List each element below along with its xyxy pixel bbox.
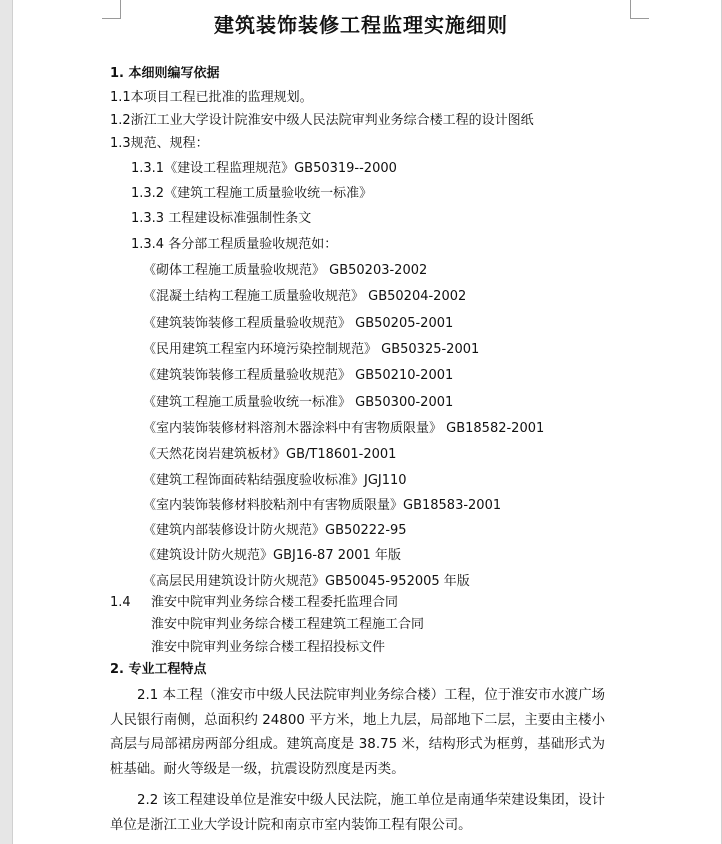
clause-1-3-4: 1.3.4 各分部工程质量验收规范如： — [131, 237, 338, 252]
clause-1-1: 1.1本项目工程已批准的监理规划。 — [110, 90, 313, 105]
section-heading: 1. 本细则编写依据 — [110, 66, 220, 81]
standard-item: 《室内装饰装修材料溶剂木器涂料中有害物质限量》 GB18582-2001 — [143, 421, 545, 436]
standard-item: 《建筑工程施工质量验收统一标准》 GB50300-2001 — [143, 395, 454, 410]
paragraph-2-2: 2.2 该工程建设单位是淮安中级人民法院，施工单位是南通华荣建设集团，设计单位是浙江工业大学设计院和南京市室内装饰工程有限公司。 — [110, 793, 605, 833]
standard-item: 《室内装饰装修材料胶粘剂中有害物质限量》GB18583-2001 — [143, 498, 502, 513]
standard-item: 《建筑内部装修设计防火规范》GB50222-95 — [143, 523, 407, 538]
section-heading: 2. 专业工程特点 — [110, 662, 207, 677]
standard-item: 《民用建筑工程室内环境污染控制规范》 GB50325-2001 — [143, 342, 480, 357]
contract-item: 淮安中院审判业务综合楼工程建筑工程施工合同 — [151, 617, 425, 632]
clause-1-3-3: 1.3.3 工程建设标准强制性条文 — [131, 211, 312, 226]
paragraph-2-1: 2.1 本工程（淮安市中级人民法院审判业务综合楼）工程，位于淮安市水渡广场人民银行南侧，总面积约 24800 平方米，地上九层，局部地下二层，主要由主楼小高层与局部裙房两部分组成。建筑高度是 38.75 米，结构形式为框剪，基础形式为桩基础。耐火等级是一级，抗震设防烈度是丙类。 — [110, 688, 605, 777]
clause-1-4-number: 1.4 — [110, 595, 131, 610]
standard-item: 《建筑工程饰面砖粘结强度验收标准》JGJ110 — [143, 473, 407, 488]
document-title: 建筑装饰装修工程监理实施细则 — [214, 13, 508, 37]
contract-item: 淮安中院审判业务综合楼工程委托监理合同 — [151, 595, 399, 610]
standard-item: 《建筑装饰装修工程质量验收规范》 GB50210-2001 — [143, 368, 454, 383]
standard-item: 《高层民用建筑设计防火规范》GB50045-952005 年版 — [143, 574, 470, 589]
standard-item: 《混凝土结构工程施工质量验收规范》 GB50204-2002 — [143, 289, 467, 304]
contract-item: 淮安中院审判业务综合楼工程招投标文件 — [151, 640, 386, 655]
clause-1-3: 1.3规范、规程： — [110, 136, 209, 151]
standard-item: 《建筑装饰装修工程质量验收规范》 GB50205-2001 — [143, 316, 454, 331]
clause-1-3-1: 1.3.1《建设工程监理规范》GB50319--2000 — [131, 161, 397, 176]
standard-item: 《天然花岗岩建筑板材》GB/T18601-2001 — [143, 447, 397, 462]
standard-item: 《砌体工程施工质量验收规范》 GB50203-2002 — [143, 263, 428, 278]
clause-1-2: 1.2浙江工业大学设计院淮安中级人民法院审判业务综合楼工程的设计图纸 — [110, 113, 534, 128]
clause-1-3-2: 1.3.2《建筑工程施工质量验收统一标准》 — [131, 186, 373, 201]
standard-item: 《建筑设计防火规范》GBJ16-87 2001 年版 — [143, 548, 401, 563]
